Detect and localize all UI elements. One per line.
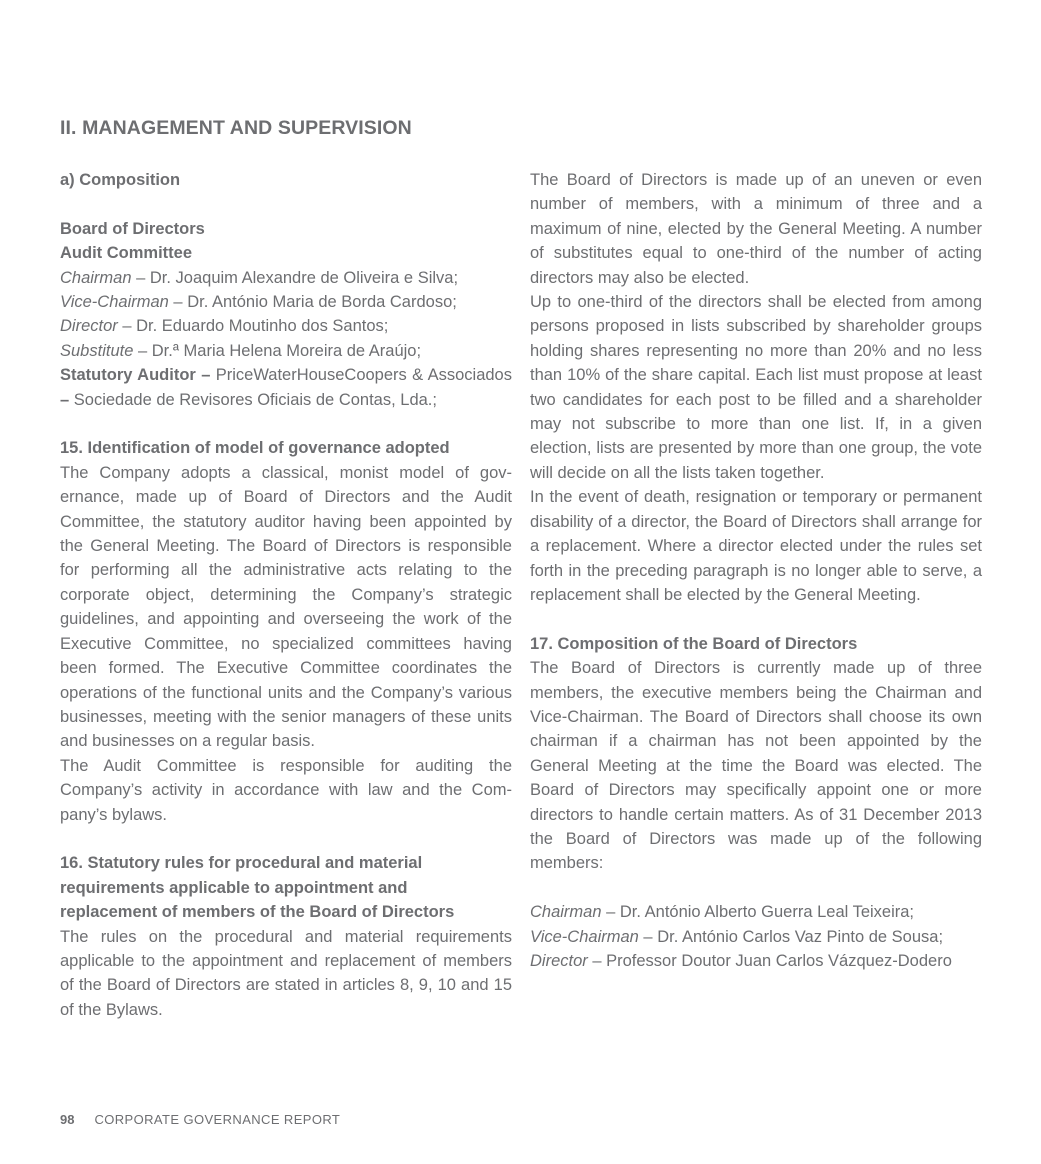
page-number: 98 — [60, 1112, 75, 1127]
section-15-paragraph-2: The Audit Committee is responsible for auditing the Company’s activity in accordance with law and the Company’s bylaws. — [60, 756, 512, 824]
member-line — [60, 339, 512, 363]
member-separator: – — [601, 903, 620, 922]
member-line — [60, 266, 512, 290]
board-member-line — [530, 949, 982, 973]
spacer — [60, 827, 512, 851]
auditor-rest: Sociedade de Revisores Oficiais de Contas, Lda.; — [73, 390, 437, 409]
section-16-heading-line: 16. Statutory rules for procedural and material — [60, 854, 423, 873]
member-separator: – — [131, 268, 150, 287]
spacer — [530, 876, 982, 900]
board-paragraph-3: In the event of death, resignation or temporary or permanent disability of a director, the Board of Directors shall arrange for a replacement. Where a director elected under the rules set forth in the preceding paragraph is no longer able to serve, a replacement shall be elected by the General Meeting. — [530, 488, 982, 604]
body-board-of-directors: Board of Directors — [60, 219, 205, 238]
member-name: Dr. Joaquim Alexandre de Oliveira e Silva; — [149, 268, 459, 287]
body-audit-committee: Audit Committee — [60, 244, 192, 263]
report-title: CORPORATE GOVERNANCE REPORT — [94, 1112, 341, 1127]
member-separator: – — [638, 927, 658, 946]
section-15-paragraph-1: The Company adopts a classical, monist model of governance, made up of Board of Directors and the Audit Committee, the statutory auditor having been appointed by the General Meeting. The Board of Directors is responsible for performing all the administrative acts relating to the corporate object, determining the Company’s strategic guidelines, and appointing and overseeing the work of the Executive Committee, no specialized committees having been formed. The Executive Committee coordinates the operations of the functional units and the Company’s various businesses, meeting with the senior managers of these units and businesses on a regular basis. — [60, 463, 512, 751]
section-17-paragraph-1: The Board of Directors is currently made up of three members, the executive members being the Chairman and Vice-Chairman. The Board of Directors shall choose its own chairman if a chairman has not been appointed by the General Meeting at the time the Board was elected. The Board of Directors may specifically appoint one or more directors to handle certain matters. As of 31 December 2013 the Board of Directors was made up of the following members: — [530, 659, 982, 873]
member-name: Dr. António Carlos Vaz Pinto de Sousa; — [657, 927, 944, 946]
section-16-heading — [60, 851, 512, 924]
page-footer — [60, 1112, 340, 1127]
spacer — [530, 607, 982, 631]
spacer — [60, 192, 512, 216]
auditor-separator: – — [60, 390, 74, 409]
board-member-line — [530, 900, 982, 924]
member-name: Dr. António Maria de Borda Cardoso; — [187, 293, 457, 312]
member-separator: – — [587, 951, 607, 970]
member-role: Vice-Chairman — [530, 927, 639, 946]
board-paragraph-2: Up to one-third of the directors shall be elected from among persons proposed in lists subscribed by shareholder groups holding shares representing no more than 20% and no less than 10% of the share capital. Each list must propose at least two candidates for each post to be filled and a shareholder may not subscribe to more than one list. If, in a given election, lists are presented by more than one group, the vote will decide on all the lists taken together. — [530, 293, 982, 482]
auditor-label: Statutory Auditor – — [60, 366, 216, 385]
member-role: Director — [60, 317, 118, 336]
section-16-heading-line: requirements applicable to appointment and — [60, 878, 408, 897]
section-16-paragraph-1: The rules on the procedural and material requirements applicable to the appointment and replacement of members of the Board of Directors are stated in articles 8, 9, 10 and 15 of the Bylaws. — [60, 927, 512, 1019]
member-separator: – — [117, 317, 137, 336]
member-name: Dr. Eduardo Moutinho dos Santos; — [136, 317, 389, 336]
member-line — [60, 314, 512, 338]
member-role: Chairman — [530, 903, 602, 922]
left-column — [60, 168, 512, 1022]
member-role: Substitute — [60, 341, 134, 360]
section-title: II. MANAGEMENT AND SUPERVISION — [60, 117, 412, 139]
composition-heading: a) Composition — [60, 171, 181, 189]
section-16-heading-line: replacement of members of the Board of Directors — [60, 903, 455, 922]
auditor-name: PriceWaterHouseCoopers & Associados — [215, 366, 512, 385]
section-17-heading: 17. Composition of the Board of Directors — [530, 634, 858, 653]
board-member-line — [530, 925, 982, 949]
member-role: Chairman — [60, 268, 132, 287]
member-separator: – — [133, 341, 152, 360]
statutory-auditor — [60, 363, 512, 412]
member-name: Dr. António Alberto Guerra Leal Teixeira; — [619, 903, 915, 922]
member-role: Vice-Chairman — [60, 293, 169, 312]
spacer — [60, 412, 512, 436]
member-line — [60, 290, 512, 314]
member-separator: – — [168, 293, 188, 312]
section-15-heading: 15. Identification of model of governance adopted — [60, 439, 450, 458]
right-column — [530, 168, 982, 973]
member-name: Professor Doutor Juan Carlos Vázquez-Dodero — [606, 951, 952, 970]
board-paragraph-1: The Board of Directors is made up of an uneven or even number of members, with a minimum of three and a maximum of nine, elected by the General Meeting. A number of substitutes equal to one-third of the number of acting directors may also be elected. — [530, 171, 982, 287]
member-role: Director — [530, 951, 588, 970]
member-name: Dr.ª Maria Helena Moreira de Araújo; — [151, 341, 422, 360]
